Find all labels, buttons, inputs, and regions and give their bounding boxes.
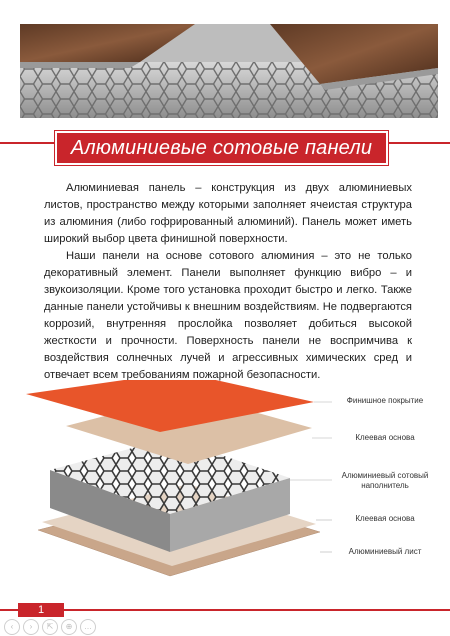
title-banner xyxy=(55,131,388,165)
paragraph: Наши панели на основе сотового алюминия – это не только декоративный элемент. Панели выполняет функцию вибро – и звукоизоляции. Кроме того установка проходит быстро и легко. Также данные панели устойчивы к внешним воздействиям. Не подвергаются коррозий, внутренняя прослойка позволяет добиться высокой жесткости и прочности. Поверхность панели не воспримчива к воздействия солнечных лучей и агрессивных химических сред и отвечает всем требованиям пожарной безопасности. xyxy=(44,250,412,381)
label-aluminium-sheet: Алюминиевый лист xyxy=(348,547,422,556)
hero-photo xyxy=(20,24,438,118)
forward-icon[interactable]: › xyxy=(23,619,39,635)
label-adhesive-top: Клеевая основа xyxy=(355,433,415,442)
more-icon[interactable]: … xyxy=(80,619,96,635)
zoom-icon[interactable]: ⊕ xyxy=(61,619,77,635)
footer-rule xyxy=(0,609,450,611)
paragraph: Алюминиевая панель – конструкция из двух алюминиевых листов, пространство между которыми заполняет ячеистая структура из алюминия (либо гофрированный алюминий). Панель может иметь широкий выбор цвета финишной поверхности. xyxy=(44,182,412,245)
honeycomb-panel-photo xyxy=(20,24,438,118)
page-title: Алюминиевые сотовые панели xyxy=(70,136,373,159)
fit-page-icon[interactable]: ⇱ xyxy=(42,619,58,635)
viewer-toolbar xyxy=(4,619,96,635)
label-finish-coating: Финишное покрытие xyxy=(346,396,424,405)
back-icon[interactable]: ‹ xyxy=(4,619,20,635)
label-honeycomb: Алюминиевый сотовый наполнитель xyxy=(341,471,429,490)
page-number: 1 xyxy=(18,603,64,617)
panel-layers-diagram xyxy=(20,380,440,600)
body-text xyxy=(44,180,412,384)
label-adhesive-bottom: Клеевая основа xyxy=(355,514,415,523)
